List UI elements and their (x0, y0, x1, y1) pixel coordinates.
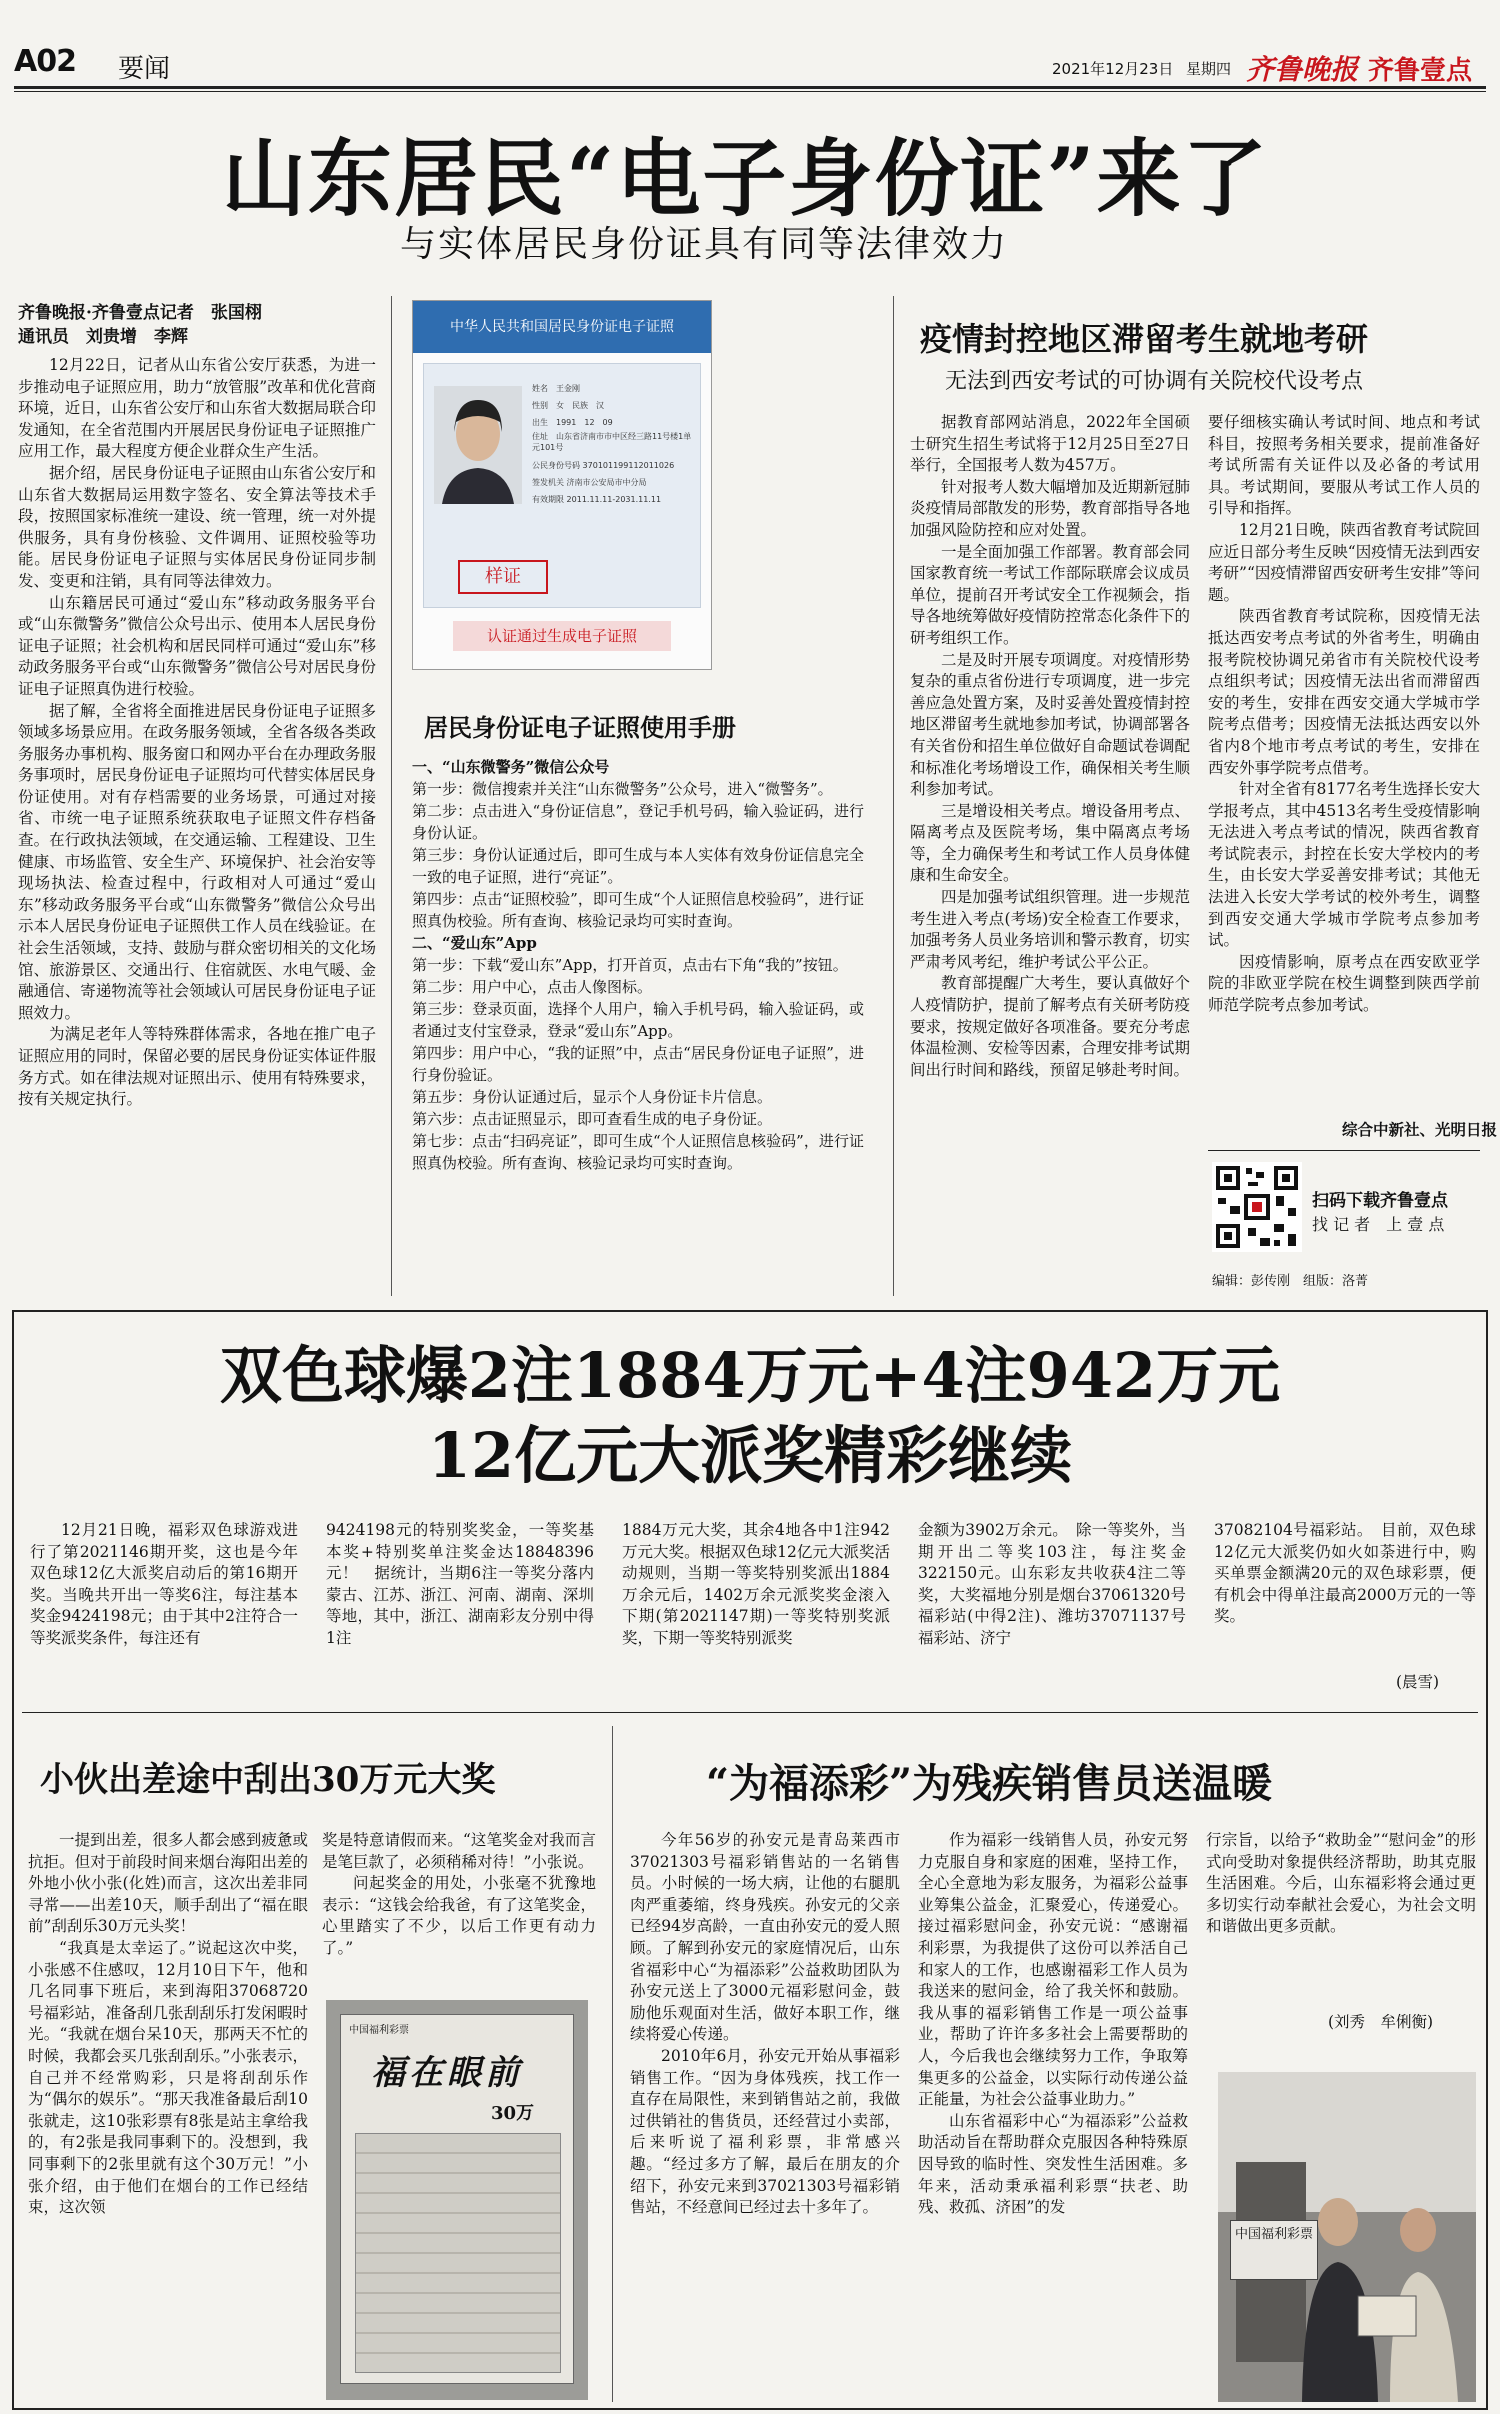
sample-stamp: 样证 (458, 560, 548, 594)
charity-headline: “为福添彩”为残疾销售员送温暖 (706, 1760, 1273, 1807)
id-label: 性别 (532, 401, 548, 410)
paragraph: 1884万元大奖，其余4地各中1注942万元大奖。根据双色球12亿元大派奖活动规则，当期一等奖特别奖派出1884万余元后，1402万余元派奖奖金滚入下期(第2021147期)一等奖特别奖派奖，下期一等奖特别派奖 (622, 1521, 890, 1647)
id-card-header: 中华人民共和国居民身份证电子证照 (413, 301, 711, 353)
newspaper-logo: 齐鲁晚报 (1246, 53, 1359, 86)
paragraph: 要仔细核实确认考试时间、地点和考试科目，按照考务相关要求，提前准备好考试所需有关证件以及必备的考试用具。考试期间，要服从考试工作人员的引导和指挥。 (1208, 413, 1480, 518)
id-issuer: 济南市公安局市中分局 (566, 478, 647, 487)
photo-signboard: 中国福利彩票 (1230, 2220, 1318, 2280)
manual-step: 第一步：下载“爱山东”App，打开首页，点击右下角“我的”按钮。 (412, 956, 848, 974)
top-story-body (18, 355, 376, 1300)
id-card-footer: 认证通过生成电子证照 (453, 621, 671, 651)
ticket-name: 福在眼前 (371, 2053, 523, 2093)
lottery-col-1 (30, 1520, 298, 1700)
manual-step: 第四步：点击“证照校验”，即可生成“个人证照信息校验码”，进行证照真伪校验。所有查询、核验记录均可实时查询。 (412, 890, 864, 930)
lottery-col-4 (918, 1520, 1186, 1700)
section-rule (22, 1712, 1478, 1713)
lottery-col-3 (622, 1520, 890, 1700)
id-sex: 女 (556, 401, 564, 410)
paragraph: 9424198元的特别奖奖金，一等奖基本奖+特别奖单注奖金达18848396元！ 据统计，当期6注一等奖分落内蒙古、江苏、浙江、河南、湖南、深圳等地，其中，浙江、湖南彩友分别中得1注 (326, 1521, 594, 1647)
manual-section: 一、“山东微警务”微信公众号 (412, 758, 610, 776)
paragraph: 一提到出差，很多人都会感到疲惫或抗拒。但对于前段时间来烟台海阳出差的外地小伙小张(化姓)而言，这次出差非同寻常——出差10天，顺手刮出了“福在眼前”刮刮乐30万元头奖！ (28, 1831, 308, 1936)
paragraph: 针对全省有8177名考生选择长安大学报考点，其中4513名考生受疫情影响无法进入考点考试的情况，陕西省教育考试院表示，封控在长安大学校内的考生，由长安大学妥善安排考试；其他无法进入长安大学考试的校外考生，调整到西安交通大学城市学院考点参加考试。 (1208, 780, 1480, 950)
ticket-scratch-area (355, 2133, 561, 2373)
paragraph: 据介绍，居民身份证电子证照由山东省公安厅和山东省大数据局运用数字签名、安全算法等技术手段，按照国家标准统一建设、统一管理，统一对外提供服务，具有身份核验、文件调用、证照校验等功能。居民身份证电子证照与实体居民身份证同步制发、变更和注销，具有同等法律效力。 (18, 463, 376, 590)
charity-col-2 (918, 1830, 1188, 2405)
paragraph: 问起奖金的用处，小张毫不犹豫地表示：“这钱会给我爸，有了这笔奖金，心里踏实了不少，以后工作更有动力了。” (322, 1874, 596, 1957)
paragraph: 12月22日，记者从山东省公安厅获悉，为进一步推动电子证照应用，助力“放管服”改革和优化营商环境，近日，山东省公安厅和山东省大数据局联合印发通知，在全省范围内开展居民身份证电子证照推广应用工作，最大程度方便企业群众生产生活。 (18, 356, 376, 461)
paragraph: 一是全面加强工作部署。教育部会同国家教育统一考试工作部际联席会议成员单位，提前召开考试安全工作视频会，指导各地统筹做好疫情防控常态化条件下的研考组织工作。 (910, 542, 1190, 647)
manual-step: 第二步：点击进入“身份证信息”，登记手机号码，输入验证码，进行身份认证。 (412, 802, 864, 842)
paragraph: 教育部提醒广大考生，要认真做好个人疫情防护，提前了解考点有关研考防疫要求，按规定做好各项准备。要充分考虑体温检测、安检等因素，合理安排考试期间出行时间和路线，预留足够赴考时间。 (910, 974, 1190, 1079)
manual-step: 第六步：点击证照显示，即可查看生成的电子身份证。 (412, 1110, 773, 1128)
exam-source: 综合中新社、光明日报 (1338, 1118, 1497, 1140)
paragraph: 12月21日晚，陕西省教育考试院回应近日部分考生反映“因疫情无法到西安考研”“因疫情滞留西安研考生安排”等问题。 (1208, 520, 1480, 604)
scratch-ticket-photo (326, 2000, 588, 2400)
id-card-body (423, 363, 701, 608)
paragraph: 金额为3902万余元。 除一等奖外，当期开出二等奖103注，每注奖金322150元。山东彩友共收获4注二等奖，大奖福地分别是烟台37061320号福彩站(中得2注)、潍坊37071137号福彩站、济宁 (918, 1521, 1186, 1647)
exam-subheadline: 无法到西安考试的可协调有关院校代设考点 (945, 369, 1364, 394)
byline-correspondents: 通讯员 刘贵增 李辉 (18, 327, 188, 347)
qr-subcaption: 找 记 者 上 壹 点 (1312, 1215, 1445, 1234)
manual-step: 第一步：微信搜索并关注“山东微警务”公众号，进入“微警务”。 (412, 780, 833, 798)
lottery-col-5 (1214, 1520, 1476, 1660)
paragraph: 据教育部网站消息，2022年全国硕士研究生招生考试将于12月25日至27日举行，全国报考人数为457万。 (910, 413, 1190, 475)
lottery-subheadline: 12亿元大派奖精彩继续 (427, 1419, 1073, 1492)
exam-headline: 疫情封控地区滞留考生就地考研 (920, 320, 1369, 358)
header-rule (14, 86, 1486, 89)
charity-sign: (刘秀 牟俐衡) (1328, 2013, 1434, 2031)
column-divider (612, 1726, 613, 2402)
exam-body-col1 (910, 412, 1190, 1290)
column-divider (391, 296, 392, 1296)
id-valid: 2011.11.11-2031.11.11 (566, 495, 662, 504)
paragraph: 12月21日晚，福彩双色球游戏进行了第2021146期开奖，这也是今年双色球12亿大派奖启动后的第16期开奖。当晚共开出一等奖6注，每注基本奖金9424198元；由于其中2注符合一等奖派奖条件，每注还有 (30, 1521, 298, 1647)
issue-date: 2021年12月23日 (1052, 60, 1174, 78)
manual-title: 居民身份证电子证照使用手册 (424, 713, 736, 742)
id-name: 王金刚 (556, 384, 580, 393)
paragraph: 山东省福彩中心“为福添彩”公益救助活动旨在帮助群众克服因各种特殊原因导致的临时性、突发性生活困难。多年来，活动秉承福利彩票“扶老、助残、救孤、济困”的发 (918, 2111, 1188, 2217)
ticket-brand: 中国福利彩票 (349, 2025, 409, 2036)
paragraph: 二是及时开展专项调度。对疫情形势复杂的重点省份进行专项调度，进一步完善应急处置方案，及时妥善处置疫情封控地区滞留考生就地参加考试，协调部署各有关省份和招生单位做好自命题试卷调配和标准化考场增设工作，确保相关考生顺利参加考试。 (910, 650, 1190, 799)
manual-step: 第二步：用户中心，点击人像图标。 (412, 978, 653, 996)
top-story-headline: 山东居民“电子身份证”来了 (222, 129, 1269, 228)
issue-weekday: 星期四 (1186, 60, 1232, 78)
manual-steps (412, 756, 864, 1304)
paragraph: 陕西省教育考试院称，因疫情无法抵达西安考点考试的外省考生，明确由报考院校协调兄弟省市有关院校代设考点组织考试；因疫情无法出省而滞留西安的考生，安排在西安交通大学城市学院考点借考；因疫情无法抵达西安以外省内8个地市考点考试的考生，安排在西安外事学院考点借考。 (1208, 607, 1480, 777)
header-rule-thin (14, 91, 1486, 92)
paragraph: 2010年6月，孙安元开始从事福彩销售工作。“因为身体残疾，找工作一直存在局限性，来到销售站之前，我做过供销社的售货员，还经营过小卖部，后来听说了福利彩票，非常感兴趣。“经过多方了解，最后在朋友的介绍下，孙安元来到37021303号福彩销售站，不经意间已经过去十多年了。 (630, 2046, 900, 2217)
paragraph: 山东籍居民可通过“爱山东”移动政务服务平台或“山东微警务”微信公众号出示、使用本人居民身份证电子证照；社会机构和居民同样可通过“爱山东”移动政务服务平台或“山东微警务”微信公号对居民身份证电子证照真伪进行校验。 (18, 593, 376, 698)
qr-box-rule (1208, 1150, 1480, 1151)
top-story-subheadline: 与实体居民身份证具有同等法律效力 (400, 224, 1009, 265)
paragraph: 奖是特意请假而来。“这笔奖金对我而言是笔巨款了，必须稍稀对待！”小张说。 (322, 1831, 596, 1871)
id-label: 住址 (532, 432, 548, 441)
paragraph: “我真是太幸运了。”说起这次中奖，小张感不住感叹，12月10日下午，他和几名同事下班后，来到海阳37068720号福彩站，准备刮几张刮刮乐打发闲暇时光。“我就在烟台呆10天，那两天不忙的时候，我都会买几张刮刮乐。”小张表示，自己并不经常购彩，只是将刮刮乐作为“偶尔的娱乐”。“那天我准备最后刮10张就走，这10张彩票有8张是站主拿给我的，有2张是我同事剩下的。没想到，我同事剩下的2张里就有这个30万元！”小张介绍，由于他们在烟台的工作已经结束，这次领 (28, 1938, 308, 2217)
lottery-sign: (晨雪) (1396, 1673, 1440, 1691)
qr-code (1212, 1162, 1302, 1252)
manual-step: 第三步：身份认证通过后，即可生成与本人实体有效身份证信息完全一致的电子证照，进行“亮证”。 (412, 846, 864, 886)
manual-step: 第七步：点击“扫码亮证”，即可生成“个人证照信息核验码”，进行证照真伪校验。所有查询、核验记录均可实时查询。 (412, 1132, 864, 1172)
lottery-col-2 (326, 1520, 594, 1700)
scratch-col-2 (322, 1830, 596, 1980)
scratch-col-1 (28, 1830, 308, 2405)
byline: 齐鲁晚报·齐鲁壹点记者 张国栩 (18, 303, 262, 323)
scratch-headline: 小伙出差途中刮出30万元大奖 (40, 1760, 496, 1800)
paragraph: 针对报考人数大幅增加及近期新冠肺炎疫情局部散发的形势，教育部指导各地加强风险防控和应对处置。 (910, 477, 1190, 539)
id-card-image (412, 300, 712, 670)
lottery-headline: 双色球爆2注1884万元+4注942万元 (219, 1339, 1281, 1412)
section-name: 要闻 (118, 54, 171, 84)
paragraph: 作为福彩一线销售人员，孙安元努力克服自身和家庭的困难，坚持工作，全心全意地为彩友服务，为福彩公益事业筹集公益金，汇聚爱心，传递爱心。接过福彩慰问金，孙安元说：“感谢福利彩票，为我提供了这份可以养活自己和家人的工作，也感谢福彩工作人员为我送来的慰问金，给了我关怀和鼓励。我从事的福彩销售工作是一项公益事业，帮助了许许多多社会上需要帮助的人，今后我也会继续努力工作，争取筹集更多的公益金，以实际行动传递公益正能量，为社会公益事业助力。” (918, 1831, 1188, 2109)
paragraph: 四是加强考试组织管理。进一步规范考生进入考点(考场)安全检查工作要求，加强考务人员业务培训和警示教育，切实严肃考风考纪，维护考试公平公正。 (910, 888, 1190, 971)
paragraph: 行宗旨，以给予“救助金”“慰问金”的形式向受助对象提供经济帮助，助其克服生活困难。今后，山东福彩将会通过更多切实行动奉献社会爱心，为社会文明和谐做出更多贡献。 (1206, 1831, 1476, 1936)
paragraph: 今年56岁的孙安元是青岛莱西市37021303号福彩销售站的一名销售员。小时候的一场大病，让他的右腿肌肉严重萎缩，终身残疾。孙安元的父亲已经94岁高龄，一直由孙安元的爱人照顾。了解到孙安元的家庭情况后，山东省福彩中心“为福添彩”公益救助团队为孙安元送上了3000元福彩慰问金，鼓励他乐观面对生活，做好本职工作，继续将爱心传递。 (630, 1831, 900, 2044)
column-divider (893, 296, 894, 1296)
id-label: 姓名 (532, 384, 548, 393)
id-ethnic: 汉 (596, 401, 604, 410)
manual-step: 第五步：身份认证通过后，显示个人身份证卡片信息。 (412, 1088, 773, 1106)
id-label: 有效期限 (532, 495, 564, 504)
paragraph: 因疫情影响，原考点在西安欧亚学院的非欧亚学院在校生调整到陕西学前师范学院考点参加考试。 (1208, 952, 1480, 1015)
paragraph: 据了解，全省将全面推进居民身份证电子证照多领域多场景应用。在政务服务领域，全省各级各类政务服务办事机构、服务窗口和网办平台在办理政务服务事项时，居民身份证电子证照均可代替实体居民身份证使用。对有存档需要的业务场景，可通过对接省、市统一电子证照系统获取电子证照文件存档备查。在行政执法领域，在交通运输、工程建设、卫生健康、市场监管、安全生产、环境保护、社会治安等现场执法、检查过程中，行政相对人可通过“爱山东”移动政务服务平台或“山东微警务”微信公众号出示本人居民身份证电子证照供工作人员在线验证。在社会生活领域，支持、鼓励与群众密切相关的文化场馆、旅游景区、交通出行、住宿就医、水电气暖、金融通信、寄递物流等社会领域认可居民身份证电子证照效力。 (18, 701, 376, 1022)
page-number: A02 (14, 44, 76, 79)
editor-credit: 编辑：彭传刚 组版：洛菁 (1212, 1274, 1369, 1289)
paragraph: 三是增设相关考点。增设备用考点、隔离考点及医院考场，集中隔离点考场等，全力确保考生和考试工作人员身体健康和生命安全。 (910, 801, 1190, 885)
charity-col-1 (630, 1830, 900, 2405)
id-birth: 1991 12 09 (556, 418, 613, 427)
id-photo (434, 386, 522, 504)
qr-caption: 扫码下载齐鲁壹点 (1312, 1191, 1448, 1211)
exam-body-col2 (1208, 412, 1480, 1142)
id-number: 370101199112011026 (582, 461, 675, 470)
app-logo: 齐鲁壹点 (1368, 56, 1473, 86)
id-label: 签发机关 (532, 478, 564, 487)
manual-section: 二、“爱山东”App (412, 934, 537, 952)
paragraph: 为满足老年人等特殊群体需求，各地在推广电子证照应用的同时，保留必要的居民身份证实体证件服务方式。如在律法规对证照出示、使用有特殊要求，按有关规定执行。 (18, 1025, 376, 1109)
manual-step: 第三步：登录页面，选择个人用户，输入手机号码，输入验证码，或者通过支付宝登录，登录“爱山东”App。 (412, 1000, 864, 1040)
charity-photo (1218, 2072, 1476, 2402)
id-label: 公民身份号码 (532, 461, 580, 470)
paragraph: 37082104号福彩站。 目前，双色球12亿元大派奖仍如火如荼进行中，购买单票金额满20元的双色球彩票，便有机会中得单注最高2000万元的一等奖。 (1214, 1521, 1476, 1626)
ticket-prize: 30万 (491, 2103, 535, 2124)
id-label: 民族 (572, 401, 588, 410)
id-label: 出生 (532, 418, 548, 427)
charity-col-3 (1206, 1830, 1476, 2000)
manual-step: 第四步：用户中心，“我的证照”中，点击“居民身份证电子证照”，进行身份验证。 (412, 1044, 864, 1084)
id-address: 山东省济南市市中区经三路11号楼1单元101号 (532, 432, 692, 452)
